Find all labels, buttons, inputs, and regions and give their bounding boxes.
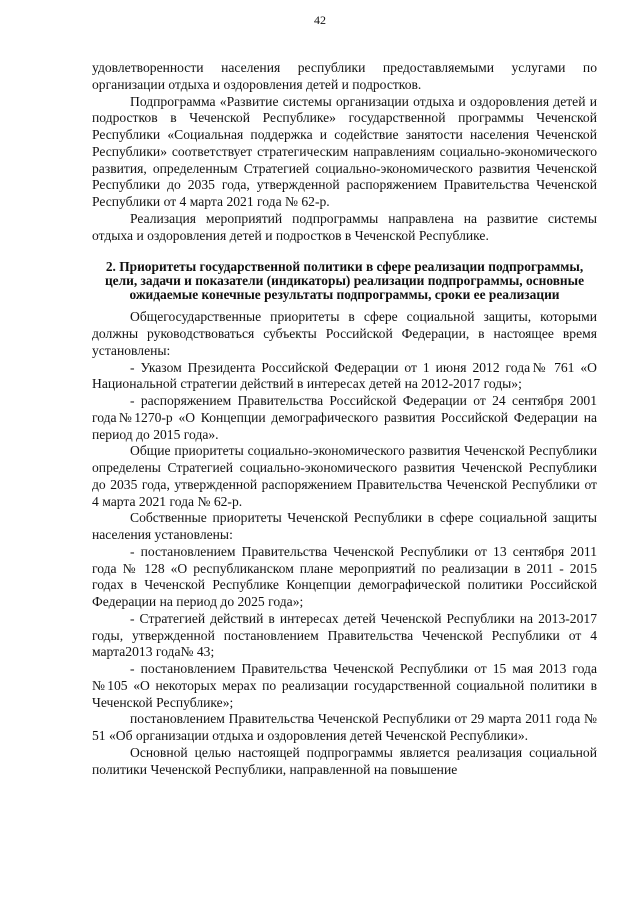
list-item: постановлением Правительства Чеченской Республики от 29 марта 2011 года № 51 «Об организации отдыха и оздоровления детей Чеченской Республики».	[92, 711, 597, 743]
list-item: - Стратегией действий в интересах детей Чеченской Республики на 2013-2017 годы, утвержденной постановлением Правительства Чеченской Республики от 4 марта2013 года№ 43;	[92, 610, 597, 660]
paragraph: Собственные приоритеты Чеченской Республики в сфере социальной защиты населения установлены:	[92, 510, 597, 542]
document-body	[92, 60, 597, 778]
list-item: - Указом Президента Российской Федерации от 1 июня 2012 года№ 761 «О Национальной стратегии действий в интересах детей на 2012-2017 годы»;	[92, 359, 597, 392]
paragraph: Общие приоритеты социально-экономического развития Чеченской Республики определены Стратегией социально-экономического развития Чеченской Республики до 2035 года, утвержденной распоряжением Правительства Чеченской Республики от 4 марта 2021 года № 62-р.	[92, 443, 597, 509]
section-heading: 2. Приоритеты государственной политики в сфере реализации подпрограммы, цели, задачи и показатели (индикаторы) реализации подпрограммы, основные ожидаемые конечные результаты подпрограммы, сроки ее реализации	[104, 259, 585, 303]
paragraph: Общегосударственные приоритеты в сфере социальной защиты, которыми должны руководствоваться субъекты Российской Федерации, в настоящее время установлены:	[92, 309, 597, 358]
paragraph: Подпрограмма «Развитие системы организации отдыха и оздоровления детей и подростков в Чеченской Республике» государственной программы Чеченской Республики «Социальная поддержка и содействие занятости населения Чеченской Республики» соответствует стратегическим направлениям социально-экономического развития, определенным Стратегией социально-экономического развития Чеченской Республики до 2035 года, утвержденной распоряжением Правительства Чеченской Республики от 4 марта 2021 года № 62-р.	[92, 93, 597, 209]
list-item: - постановлением Правительства Чеченской Республики от 13 сентября 2011 года № 128 «О республиканском плане мероприятий по реализации в 2011 - 2015 годах в Чеченской Республике Концепции демографической политики Российской Федерации на период до 2025 года»;	[92, 543, 597, 609]
paragraph: Основной целью настоящей подпрограммы является реализация социальной политики Чеченской Республики, направленной на повышение	[92, 744, 597, 777]
paragraph: удовлетворенности населения республики предоставляемыми услугами по организации отдыха и оздоровления детей и подростков.	[92, 60, 597, 92]
paragraph: Реализация мероприятий подпрограммы направлена на развитие системы отдыха и оздоровления детей и подростков в Чеченской Республике.	[92, 210, 597, 243]
list-item: - постановлением Правительства Чеченской Республики от 15 мая 2013 года №105 «О некоторых мерах по реализации государственной социальной политики в Чеченской Республике»;	[92, 661, 597, 710]
page-number: 42	[314, 13, 326, 27]
list-item: - распоряжением Правительства Российской Федерации от 24 сентября 2001 года№1270-р «О Концепции демографического развития Российской Федерации на период до 2015 года».	[92, 393, 597, 442]
